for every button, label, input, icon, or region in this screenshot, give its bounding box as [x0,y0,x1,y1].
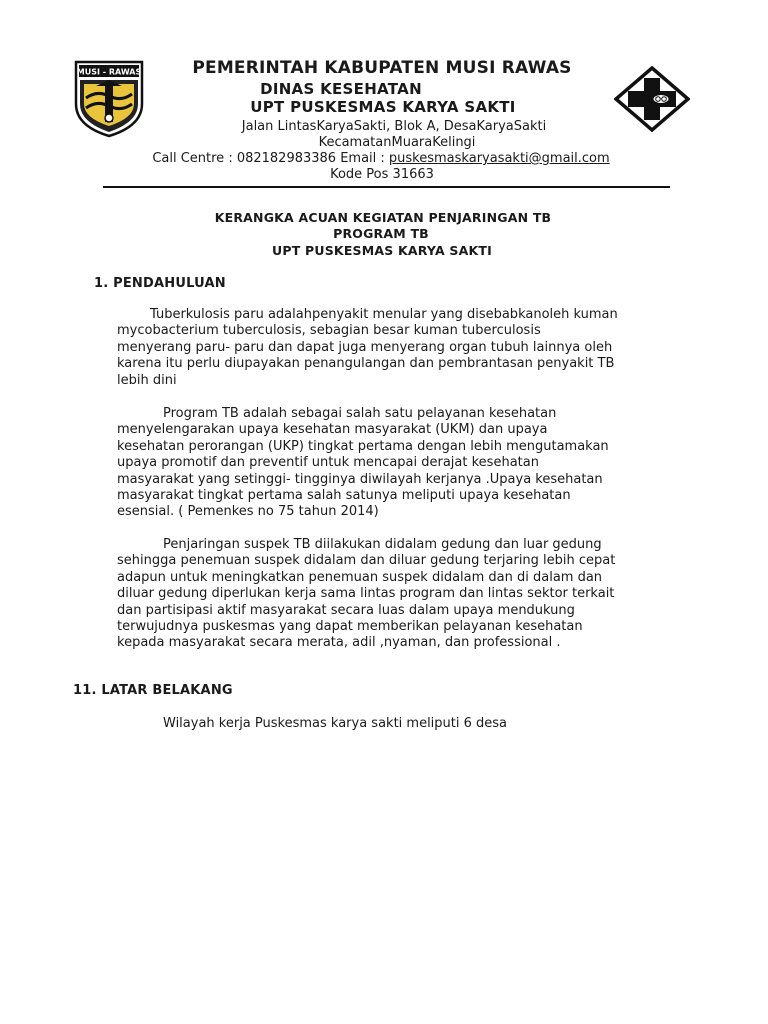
document-subtitle-program: PROGRAM TB [333,226,429,241]
paragraph-line: mycobacterium tuberculosis, sebagian besar kuman tuberculosis [117,323,541,339]
department-name: DINAS KESEHATAN [260,80,422,98]
paragraph-line: adapun untuk meningkatkan penemuan suspek didalam dan di dalam dan [117,569,603,585]
letterhead-divider [103,186,670,188]
paragraph-line: upaya promotif dan preventif untuk mencapai derajat kesehatan [117,455,539,471]
paragraph-line: menyelengarakan upaya kesehatan masyarakat (UKM) dan upaya [117,422,548,438]
email-link[interactable]: puskesmaskaryasakti@gmail.com [388,151,610,166]
paragraph-line: diluar gedung diperlukan kerja sama lintas program dan lintas sektor terkait [117,586,615,602]
paragraph-line: dan partisipasi aktif masyarakat secara luas dalam upaya mendukung [117,602,575,618]
document-subtitle-unit: UPT PUSKESMAS KARYA SAKTI [272,243,492,258]
section-heading-latar-belakang: 11. LATAR BELAKANG [73,683,233,698]
contact-line [0,151,768,166]
paragraph-line: masyarakat tingkat pertama salah satunya meliputi upaya kesehatan [117,488,571,504]
paragraph-line: terwujudnya puskesmas yang dapat memberikan pelayanan kesehatan [117,619,583,635]
paragraph-line: kesehatan perorangan (UKP) tingkat pertama dengan lebih mengutamakan [117,438,609,454]
government-name: PEMERINTAH KABUPATEN MUSI RAWAS [192,58,572,78]
paragraph-line: sehingga penemuan suspek didalam dan diluar gedung terjaring lebih cepat [117,553,616,569]
postal-code: Kode Pos 31663 [330,167,434,182]
paragraph-line: esensial. ( Pemenkes no 75 tahun 2014) [117,504,379,520]
paragraph-line: kepada masyarakat secara merata, adil ,nyaman, dan professional . [117,635,561,651]
contact-prefix: Call Centre : 082182983386 Email : [152,151,389,166]
paragraph-1 [117,307,707,389]
document-title: KERANGKA ACUAN KEGIATAN PENJARINGAN TB [214,210,552,225]
paragraph-line: Penjaringan suspek TB diilakukan didalam gedung dan luar gedung [163,537,602,552]
address-line-2: KecamatanMuaraKelingi [318,135,476,150]
paragraph-2 [117,406,707,521]
paragraph-line: Tuberkulosis paru adalahpenyakit menular yang disebabkanoleh kuman [150,307,618,322]
paragraph-line: Wilayah kerja Puskesmas karya sakti meliputi 6 desa [163,716,508,731]
emblem-text: MUSI - RAWAS [76,67,142,77]
paragraph-4 [117,716,707,732]
paragraph-line: lebih dini [117,372,177,388]
address-line-1: Jalan LintasKaryaSakti, Blok A, DesaKaryaSakti [241,119,547,134]
paragraph-line: Program TB adalah sebagai salah satu pelayanan kesehatan [163,406,557,421]
paragraph-3 [117,537,707,652]
paragraph-line: karena itu perlu diupayakan penangulangan dan pembrantasan penyakit TB [117,356,615,372]
unit-name: UPT PUSKESMAS KARYA SAKTI [250,98,516,116]
paragraph-line: menyerang paru- paru dan dapat juga menyerang organ tubuh lainnya oleh [117,339,613,355]
section-heading-pendahuluan: 1. PENDAHULUAN [94,276,226,291]
paragraph-line: masyarakat yang setinggi- tingginya diwilayah kerjanya .Upaya kesehatan [117,471,603,487]
